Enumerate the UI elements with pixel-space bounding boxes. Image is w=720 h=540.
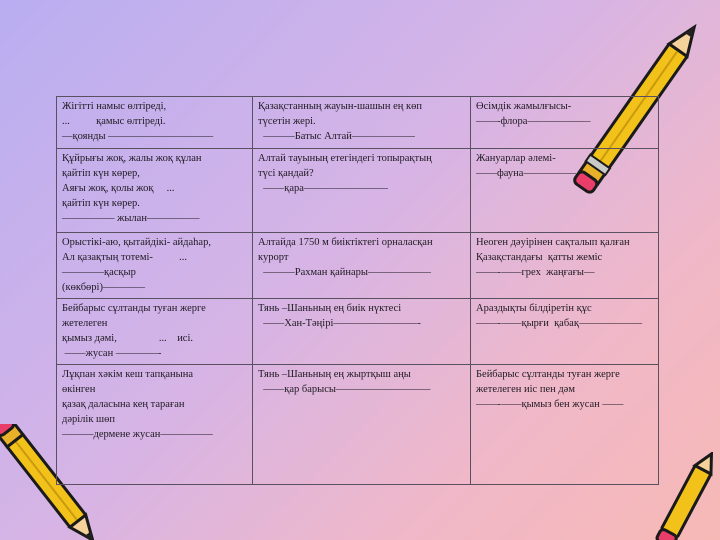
cell-line: ... қамыс өлтіреді. [62,116,166,127]
cell-line: Тянь –Шаньның ең биік нүктесі [258,303,402,314]
cell-line: ———Рахман қайнары—————— [258,267,431,278]
cell-line: Жануарлар әлемі- [476,153,556,164]
cell-line: Ал қазақтың тотемі- ... [62,252,188,263]
table-cell [253,97,471,149]
cell-line: Қазақстанның жауын-шашын ең көп [258,101,422,112]
cell-line: ———Батыс Алтай—————— [258,131,415,142]
cell-line: қымыз дәмі, ... исі. [62,333,194,344]
cell-line: Араздықты білдіретін құс [476,303,592,314]
cell-line: ——-——грех жаңғағы— [476,267,595,278]
cell-line: ——-флора—————— [476,116,591,127]
cell-line: ————— жылан————— [62,213,200,224]
cell-line: дәрілік шөп [62,414,116,425]
table-row [57,299,659,365]
cell-line: Бейбарыс сұлтанды туған жерге [62,303,206,314]
cell-line: өкінген [62,384,96,395]
table-cell [57,299,253,365]
cell-line: ——жусан ————- [62,348,162,359]
table-cell [471,149,659,233]
table-cell [57,365,253,485]
cell-line: Алтай тауының етегіндегі топырақтың [258,153,432,164]
table-row [57,365,659,485]
table-row [57,233,659,299]
table-cell [471,233,659,299]
cell-line: Алтайда 1750 м биіктіктегі орналасқан [258,237,433,248]
cell-line: Өсімдік жамылғысы- [476,101,572,112]
cell-line: Неоген дәуірінен сақталып қалған [476,237,630,248]
cell-line: Қазақстандағы қатты жеміс [476,252,603,263]
cell-line: ——қара———————— [258,183,388,194]
cell-line: қайтіп күн көрер. [62,198,140,209]
cell-line: түсі қандай? [258,168,314,179]
table-cell [471,299,659,365]
cell-line: ————қасқыр [62,267,136,278]
cell-line: —қоянды —————————— [62,131,214,142]
cell-line: түсетін жері. [258,116,316,127]
table-cell [57,233,253,299]
cell-line: қайтіп күн көрер, [62,168,140,179]
cell-line: ——фауна————— [476,168,576,179]
cell-line: (көкбөрі)———— [62,282,145,293]
cell-line: Аяғы жоқ, қолы жоқ ... [62,183,175,194]
cell-line: Жігітті намыс өлтіреді, [62,101,167,112]
cell-line: ———дермене жусан————— [62,429,213,440]
table-row [57,149,659,233]
table-cell [57,149,253,233]
cell-line: жетелеген [62,318,108,329]
cell-line: Лұқпан хәкім кеш тапқанына [62,369,193,380]
cell-line: Тянь –Шаньның ең жыртқыш аңы [258,369,411,380]
table-cell [57,97,253,149]
cell-line: Бейбарыс сұлтанды туған жерге [476,369,620,380]
table-cell [471,365,659,485]
cell-line: ——-——қырғи қабақ—————— [476,318,642,329]
cell-line: қазақ даласына кең тараған [62,399,185,410]
table-cell [253,233,471,299]
cell-line: жетелеген иіс пен дәм [476,384,575,395]
quiz-table [56,96,659,485]
table-row [57,97,659,149]
table-cell [471,97,659,149]
table-cell [253,149,471,233]
table-cell [253,365,471,485]
cell-line: курорт [258,252,289,263]
cell-line: ——Хан-Тәңірі————————- [258,318,421,329]
cell-line: ——-——қымыз бен жусан —— [476,399,624,410]
cell-line: ——қар барысы————————— [258,384,431,395]
cell-line: Орыстікі-аю, қытайдікі- айдаһар, [62,237,211,248]
table-cell [253,299,471,365]
quiz-table-body [57,97,659,485]
cell-line: Құйрығы жоқ, жалы жоқ құлан [62,153,202,164]
